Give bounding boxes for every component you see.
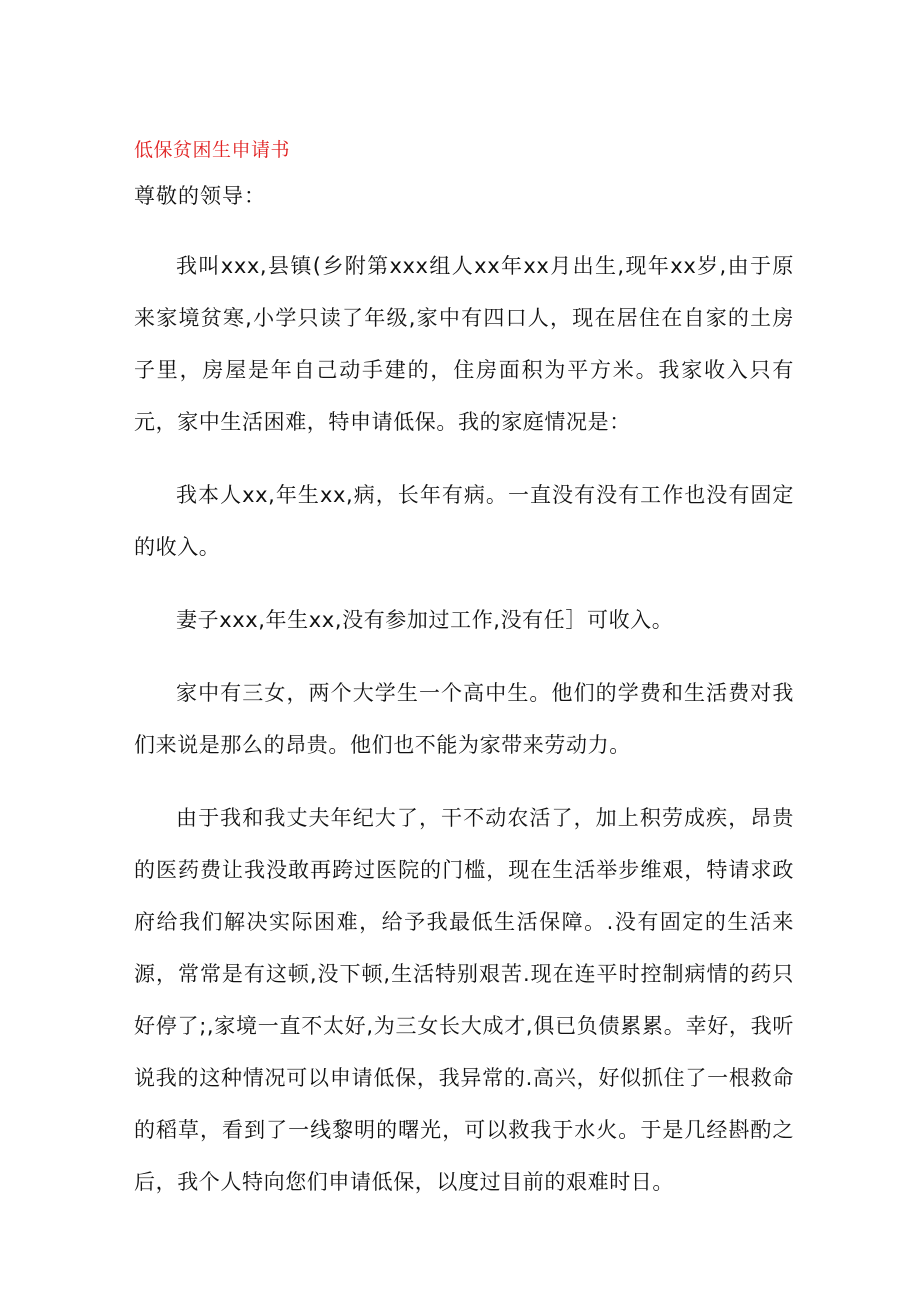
paragraph-children: 家中有三女，两个大学生一个高中生。他们的学费和生活费对我们来说是那么的昂贵。他们也不能为家带来劳动力。 [134, 681, 794, 757]
document-body [134, 240, 794, 1208]
document-title: 低保贫困生申请书 [134, 139, 291, 161]
paragraph-self: 我本人xx,年生xx,病，长年有病。一直没有没有工作也没有固定的收入。 [134, 483, 794, 559]
salutation: 尊敬的领导： [134, 184, 266, 208]
paragraph-family-background: 我叫xxx,县镇(乡附第xxx组人xx年xx月出生,现年xx岁,由于原来家境贫寒,小学只读了年级,家中有四口人，现在居住在自家的土房子里，房屋是年自己动手建的，住房面积为平方米。我家收入只有元，家中生活困难，特申请低保。我的家庭情况是： [134, 254, 794, 434]
paragraph-wife: 妻子xxx,年生xx,没有参加过工作,没有任］可收入。 [176, 608, 674, 632]
paragraph-request: 由于我和我丈夫年纪大了，干不动农活了，加上积劳成疾，昂贵的医药费让我没敢再跨过医院的门槛，现在生活举步维艰，特请求政府给我们解决实际困难，给予我最低生活保障。.没有固定的生活来源，常常是有这顿,没下顿,生活特别艰苦.现在连平时控制病情的药只好停了;,家境一直不太好,为三女长大成才,俱已负债累累。幸好，我听说我的这种情况可以申请低保，我异常的.高兴，好似抓住了一根救命的稻草，看到了一线黎明的曙光，可以救我于水火。于是几经斟酌之后，我个人特向您们申请低保，以度过目前的艰难时日。 [134, 806, 794, 1194]
